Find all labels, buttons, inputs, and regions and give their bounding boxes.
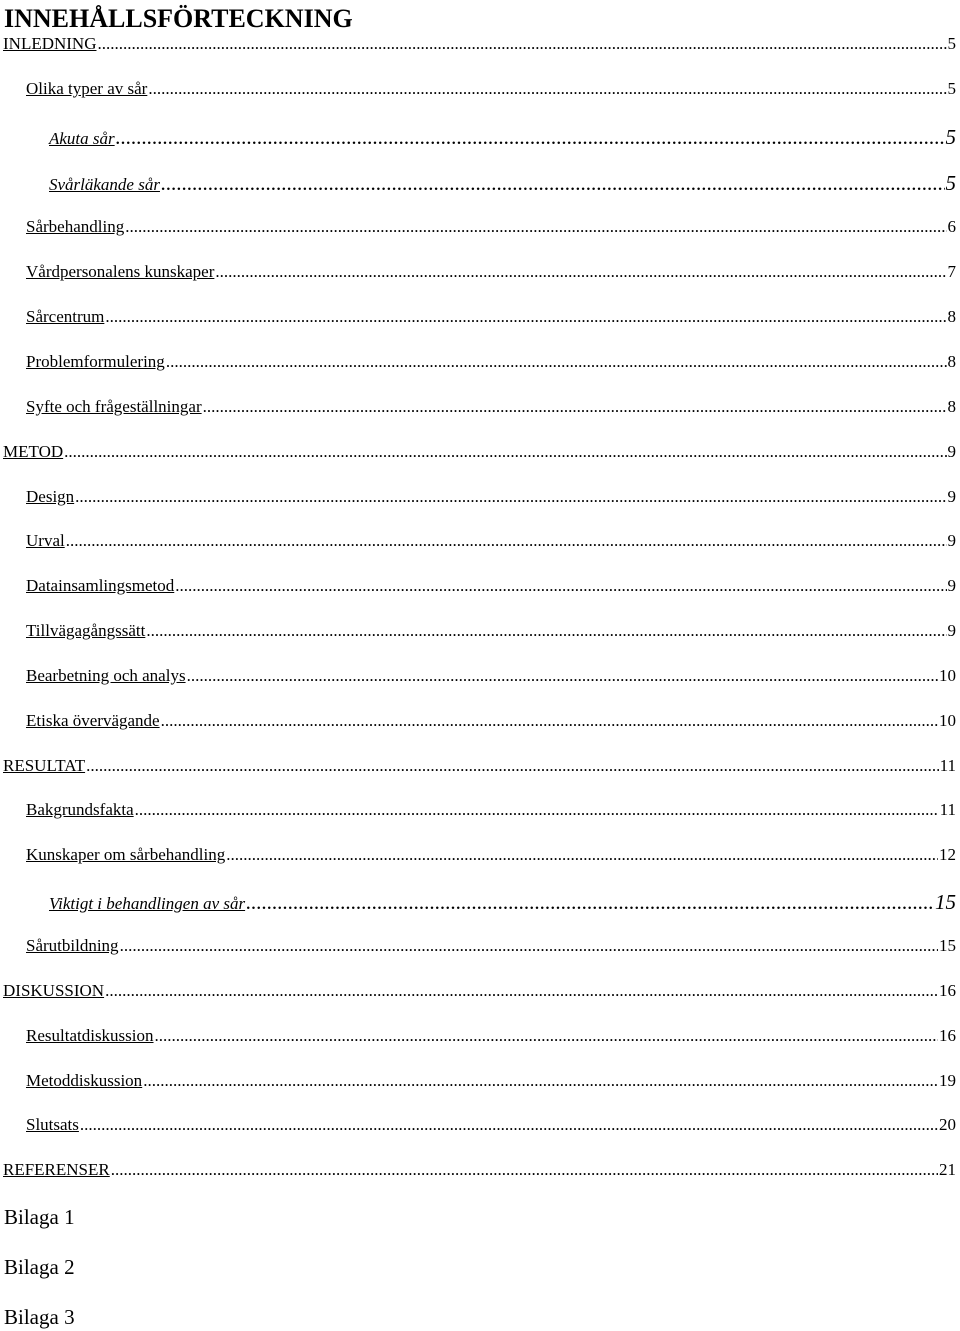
toc-entry[interactable] — [0, 172, 960, 196]
appendix-item: Bilaga 1 — [4, 1205, 75, 1229]
toc-dot-leader — [80, 1114, 938, 1136]
toc-entry[interactable] — [0, 665, 960, 689]
toc-page-number: 5 — [945, 171, 956, 195]
toc-entry[interactable] — [0, 980, 960, 1004]
toc-entry[interactable] — [0, 216, 960, 240]
toc-dot-leader — [64, 441, 946, 463]
toc-entry-link[interactable]: Tillvägagångssätt — [26, 621, 146, 640]
toc-page-number: 11 — [939, 800, 956, 819]
toc-dot-leader — [175, 575, 946, 597]
toc-entry[interactable] — [0, 33, 960, 57]
toc-entry-link[interactable]: Sårutbildning — [26, 936, 119, 955]
toc-entry[interactable] — [0, 530, 960, 554]
toc-page-number: 8 — [947, 397, 956, 416]
toc-entry-link[interactable]: Datainsamlingsmetod — [26, 576, 175, 595]
toc-dot-leader — [155, 1025, 938, 1047]
toc-page-number: 15 — [939, 936, 956, 955]
toc-page-number: 5 — [947, 79, 956, 98]
toc-entry-link[interactable]: Vårdpersonalens kunskaper — [26, 262, 215, 281]
toc-page-number: 9 — [947, 621, 956, 640]
toc-entry-link[interactable]: METOD — [3, 442, 64, 461]
toc-entry[interactable] — [0, 396, 960, 420]
toc-entry-link[interactable]: Sårcentrum — [26, 307, 105, 326]
toc-entry-link[interactable]: Akuta sår — [49, 129, 115, 148]
toc-dot-leader — [148, 78, 946, 100]
toc-entry-link[interactable]: REFERENSER — [3, 1160, 110, 1179]
toc-page-number: 19 — [939, 1071, 956, 1090]
toc-entry[interactable] — [0, 306, 960, 330]
toc-entry-link[interactable]: Design — [26, 487, 75, 506]
toc-entry-link[interactable]: Kunskaper om sårbehandling — [26, 845, 226, 864]
toc-page-number: 5 — [945, 125, 956, 149]
toc-entry-link[interactable]: DISKUSSION — [3, 981, 105, 1000]
toc-dot-leader — [187, 665, 938, 687]
toc-page-number: 8 — [947, 307, 956, 326]
toc-dot-leader — [86, 755, 939, 777]
toc-page-number: 16 — [939, 1026, 956, 1045]
appendix-item: Bilaga 3 — [4, 1305, 75, 1329]
toc-dot-leader — [75, 486, 946, 508]
toc-entry-link[interactable]: Problemformulering — [26, 352, 165, 371]
toc-entry[interactable] — [0, 126, 960, 150]
toc-entry[interactable] — [0, 755, 960, 779]
toc-page-number: 16 — [939, 981, 956, 1000]
toc-page-number: 5 — [947, 34, 956, 53]
toc-entry[interactable] — [0, 1159, 960, 1183]
toc-dot-leader — [105, 980, 938, 1002]
toc-page-number: 9 — [947, 531, 956, 550]
toc-entry[interactable] — [0, 1025, 960, 1049]
toc-entry-link[interactable]: RESULTAT — [3, 756, 86, 775]
toc-entry-link[interactable]: Bakgrundsfakta — [26, 800, 134, 819]
toc-entry[interactable] — [0, 575, 960, 599]
toc-entry[interactable] — [0, 486, 960, 510]
toc-entry[interactable] — [0, 891, 960, 915]
toc-entry-link[interactable]: Syfte och frågeställningar — [26, 397, 202, 416]
toc-page-number: 21 — [939, 1160, 956, 1179]
toc-dot-leader — [161, 172, 945, 194]
toc-entry-link[interactable]: Metoddiskussion — [26, 1071, 143, 1090]
toc-entry-link[interactable]: Sårbehandling — [26, 217, 125, 236]
toc-entry[interactable] — [0, 710, 960, 734]
toc-entry-link[interactable]: Slutsats — [26, 1115, 79, 1134]
toc-dot-leader — [125, 216, 946, 238]
toc-page-number: 11 — [939, 756, 956, 775]
toc-dot-leader — [146, 620, 946, 642]
toc-dot-leader — [246, 891, 934, 913]
toc-page-number: 15 — [935, 890, 956, 914]
toc-entry-link[interactable]: Viktigt i behandlingen av sår — [49, 894, 246, 913]
toc-dot-leader — [143, 1070, 938, 1092]
toc-dot-leader — [97, 33, 946, 55]
toc-dot-leader — [226, 844, 938, 866]
toc-page-number: 9 — [947, 576, 956, 595]
toc-entry[interactable] — [0, 620, 960, 644]
toc-dot-leader — [116, 126, 945, 148]
toc-page-number: 20 — [939, 1115, 956, 1134]
toc-entry[interactable] — [0, 78, 960, 102]
toc-dot-leader — [120, 935, 938, 957]
toc-entry-link[interactable]: INLEDNING — [3, 34, 97, 53]
appendix-item: Bilaga 2 — [4, 1255, 75, 1279]
toc-dot-leader — [215, 261, 946, 283]
toc-page-number: 7 — [947, 262, 956, 281]
toc-entry[interactable] — [0, 935, 960, 959]
toc-entry-link[interactable]: Bearbetning och analys — [26, 666, 186, 685]
toc-page-number: 12 — [939, 845, 956, 864]
toc-page-number: 10 — [939, 666, 956, 685]
toc-entry[interactable] — [0, 441, 960, 465]
toc-dot-leader — [66, 530, 947, 552]
toc-page-number: 9 — [947, 442, 956, 461]
toc-page-number: 6 — [947, 217, 956, 236]
toc-entry[interactable] — [0, 1114, 960, 1138]
toc-dot-leader — [203, 396, 947, 418]
toc-entry-link[interactable]: Olika typer av sår — [26, 79, 148, 98]
toc-page-number: 9 — [947, 487, 956, 506]
toc-page-number: 8 — [947, 352, 956, 371]
toc-dot-leader — [135, 799, 939, 821]
toc-entry-link[interactable]: Etiska övervägande — [26, 711, 160, 730]
toc-entry-link[interactable]: Svårläkande sår — [49, 175, 160, 194]
toc-entry[interactable] — [0, 1070, 960, 1094]
toc-entry[interactable] — [0, 799, 960, 823]
toc-entry[interactable] — [0, 844, 960, 868]
page-title: INNEHÅLLSFÖRTECKNING — [4, 4, 353, 33]
toc-entry[interactable] — [0, 351, 960, 375]
toc-entry-link[interactable]: Resultatdiskussion — [26, 1026, 154, 1045]
toc-dot-leader — [166, 351, 947, 373]
toc-dot-leader — [105, 306, 946, 328]
toc-page-number: 10 — [939, 711, 956, 730]
toc-dot-leader — [161, 710, 938, 732]
toc-entry-link[interactable]: Urval — [26, 531, 65, 550]
toc-entry[interactable] — [0, 261, 960, 285]
toc-dot-leader — [111, 1159, 938, 1181]
